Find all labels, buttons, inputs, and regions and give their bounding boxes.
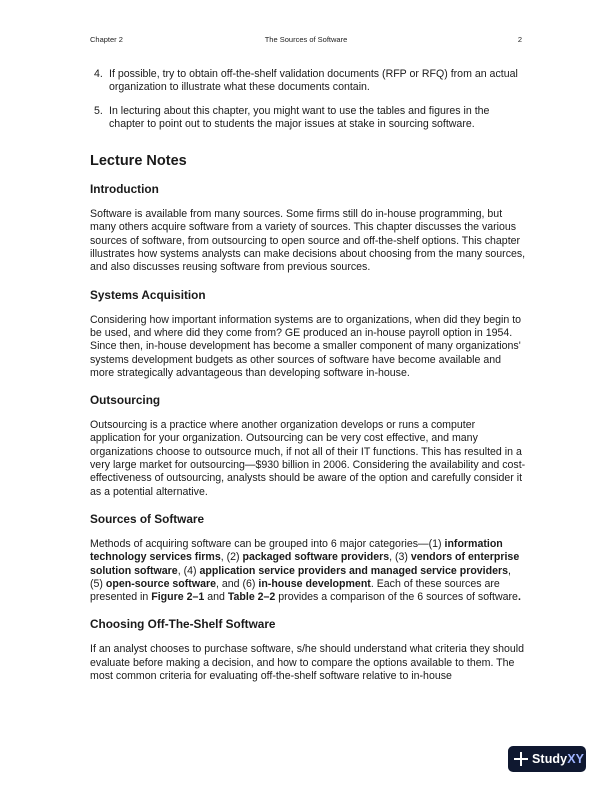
bold-period: . <box>517 591 521 604</box>
outsourcing-heading: Outsourcing <box>90 393 161 408</box>
list-item-text: If possible, try to obtain off-the-shelf validation documents (RFP or RFQ) from an actual organization to illustrate what these documents contain. <box>109 68 518 94</box>
numbered-list <box>90 68 526 131</box>
introduction-heading: Introduction <box>90 182 159 197</box>
lecture-notes-title: Lecture Notes <box>90 153 187 170</box>
text-run: . Each of these sources are presented in <box>90 577 500 604</box>
bold-term: open-source software <box>105 577 216 590</box>
choosing-off-the-shelf-paragraph: If an analyst chooses to purchase software, s/he should understand what criteria they should evaluate before making a decision, and how to compare the options available to them. The most common criteria for evaluating off-the-shelf software relative to in-house <box>90 643 525 683</box>
systems-acquisition-paragraph: Considering how important information systems are to organizations, when did they begin to be used, and where did they come from? GE produced an in-house payroll option in 1954. Since then, in-house development has become a smaller component of many organizations' systems development budgets as other sources of software have become available and more strategically advantageous than developing software in-house. <box>90 313 522 379</box>
document-body <box>90 68 526 696</box>
text-run: Methods of acquiring software can be grouped into 6 major categories—(1) <box>90 537 445 550</box>
studyxy-badge[interactable] <box>508 746 586 772</box>
sources-of-software-paragraph <box>90 538 526 604</box>
outsourcing-paragraph: Outsourcing is a practice where another organization develops or runs a computer application for your organization. Outsourcing can be very cost effective, and many organizations choose to outsource much, if not all of their IT functions. This has resulted in a very large market for outsourcing—$930 billion in 2006. Considering the availability and cost-effectiveness of outsourcing, analysts should be aware of the option and carefully consider it as a potential alternative. <box>90 419 526 498</box>
bold-term: information technology services firms <box>90 537 503 564</box>
list-item <box>90 105 526 132</box>
brand-xy: XY <box>567 752 585 766</box>
text-run: , (2) <box>220 551 243 564</box>
text-run: , (5) <box>90 564 511 590</box>
list-item-number: 4. <box>94 68 103 80</box>
brand-study: Study <box>532 752 568 766</box>
page-header <box>90 35 522 49</box>
introduction-paragraph: Software is available from many sources. Some firms still do in-house programming, but many others acquire software from a variety of sources. This chapter discusses the various sources of software, from outsourcing to open source and off-the-shelf options. This chapter illustrates how systems analysts can make decisions about choosing from the many sources, and also discusses reusing software from previous sources. <box>90 208 526 274</box>
bold-term: vendors of enterprise solution software <box>90 551 520 577</box>
choosing-off-the-shelf-heading: Choosing Off-The-Shelf Software <box>90 617 276 632</box>
table-reference: Table 2–2 <box>227 591 276 604</box>
figure-reference: Figure 2–1 <box>151 591 205 604</box>
systems-acquisition-heading: Systems Acquisition <box>90 287 206 302</box>
list-item-text: In lecturing about this chapter, you might want to use the tables and figures in the chapter to point out to students the major issues at stake in sourcing software. <box>109 104 490 130</box>
plus-icon <box>508 746 532 772</box>
text-run: , (3) <box>389 551 411 564</box>
page-number: 2 <box>517 35 522 44</box>
bold-term: application service providers and managed service providers <box>199 564 509 577</box>
bold-term: in-house development <box>258 577 371 590</box>
list-item <box>90 68 526 95</box>
text-run: , (4) <box>177 564 200 577</box>
text-run: and <box>204 591 228 604</box>
sources-of-software-heading: Sources of Software <box>90 511 205 526</box>
text-run: provides a comparison of the 6 sources of software <box>275 591 518 604</box>
header-title: The Sources of Software <box>264 35 348 44</box>
text-run: , and (6) <box>215 577 259 590</box>
brand-logo-text <box>532 752 584 766</box>
bold-term: packaged software providers <box>242 551 390 564</box>
list-item-number: 5. <box>94 104 103 117</box>
chapter-label: Chapter 2 <box>90 35 123 44</box>
